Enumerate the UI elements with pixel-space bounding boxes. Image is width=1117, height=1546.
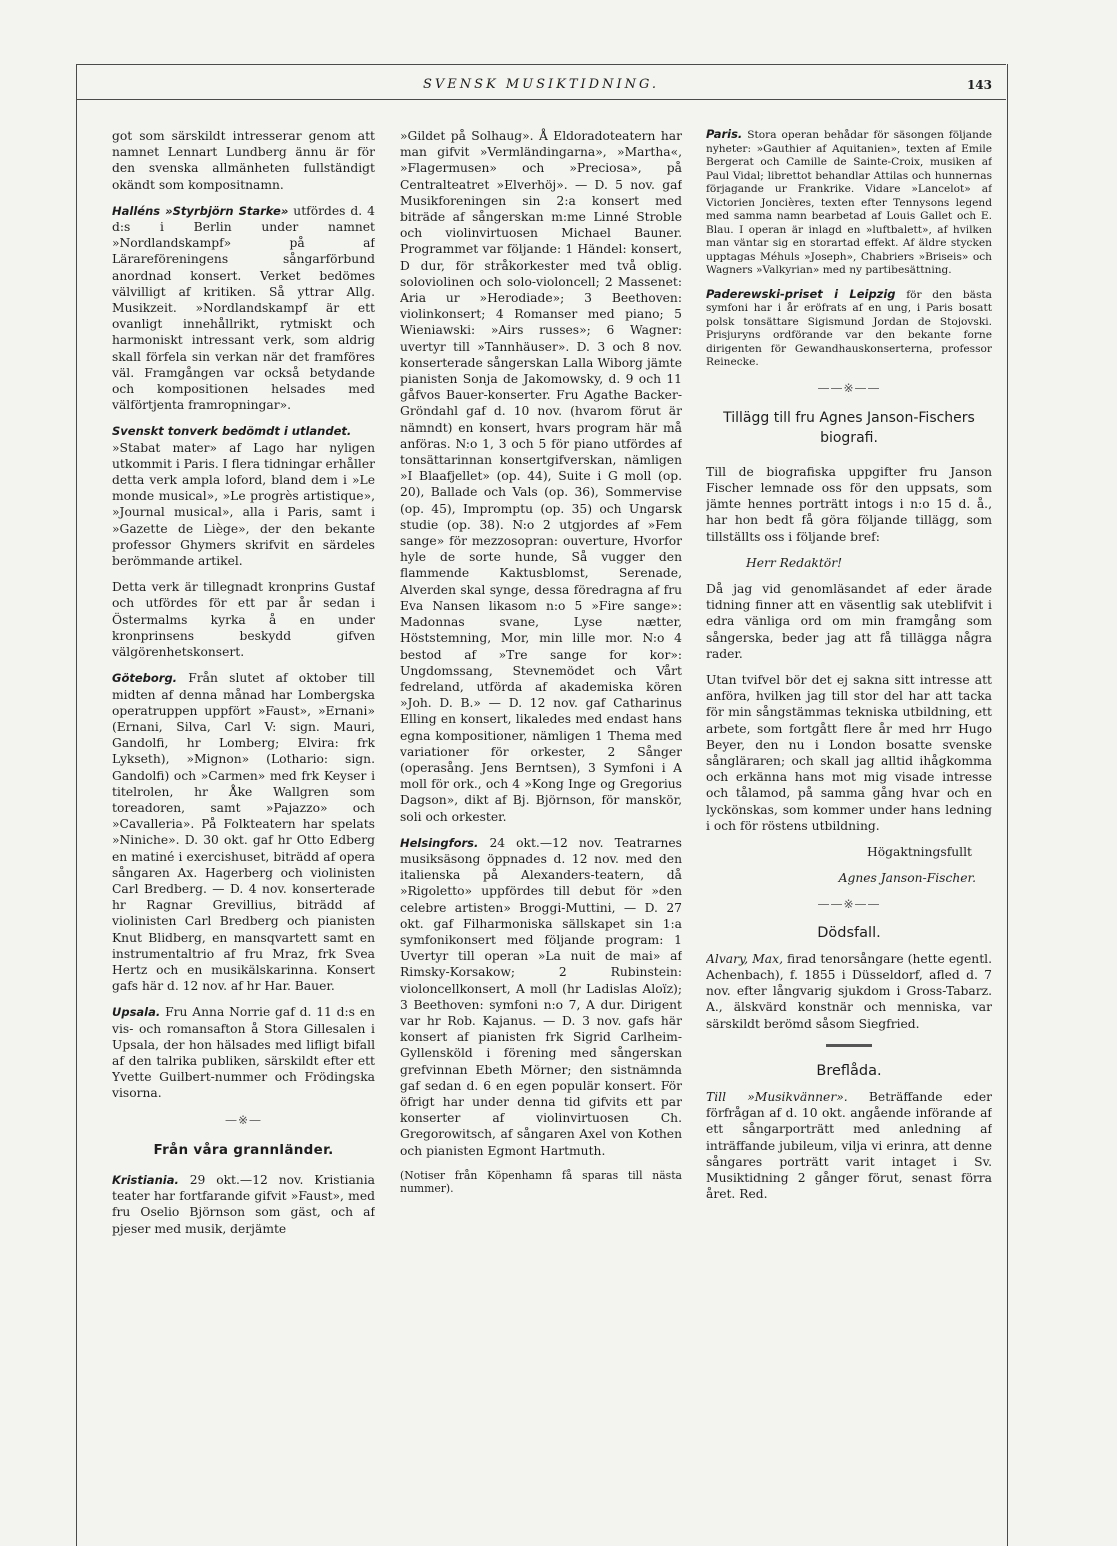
article-kristiania: [112, 1172, 375, 1237]
article-text: 29 okt.—12 nov. Kristiania teater har fortfarande gifvit »Faust», med fru Oselio Björnson som gäst, och af pjeser med musik, derjämte: [112, 1172, 375, 1236]
article-lead: Helsingfors.: [400, 835, 479, 850]
article-text: utfördes d. 4 d:s i Berlin under namnet »Nordlandskampf» på af Lärareföreningens sångarförbund anordnad konsert. Verket bedömes välvilligt af kritiken. Så yttrar Allg. Musikzeit. »Nordlandskampf är ett ovanligt innehållrikt, rytmiskt och harmoniskt intressant verk, som aldrig skall förfela sin verkan när det framföres väl. Framgången var också betydande och kompositionen helsades med välförtjenta framropningar».: [112, 203, 375, 413]
article-hallen: [112, 203, 375, 414]
article-paragraph: got som särskildt intresserar genom att namnet Lennart Lundberg ännu är för den svenska allmänheten fullständigt okändt som kompositnamn.: [112, 129, 375, 192]
editor-sign: Red.: [739, 1187, 768, 1202]
letter-signature: Agnes Janson-Fischer.: [838, 871, 976, 886]
rule-separator: [826, 1044, 872, 1047]
publication-title: SVENSK MUSIKTIDNING.: [422, 77, 660, 92]
article-lead: Kristiania.: [112, 1172, 179, 1187]
ornament-separator: ——※——: [817, 380, 881, 395]
column-left: [112, 128, 375, 1428]
page-header: [76, 64, 1006, 100]
article-text: 24 okt.—12 nov. Teatrarnes musiksäsong öppnades d. 12 nov. med den italienska på Alexanders-teatern, då »Rigoletto» uppfördes till debut för »den celebre artisten» Broggi-Muttini, — D. 27 okt. gaf Filharmoniska sällskapet sin 1:a symfonikonsert med följande program: 1 Uvertyr till operan »La nuit de mai» af Rimsky-Korsakow; 2 Rubinstein: violoncellkonsert, A moll (hr Ladislas Aloïz); 3 Beethoven: symfoni n:o 7, A dur. Dirigent var hr Rob. Kajanus. — D. 3 nov. gafs här konsert af pianisten frk Sigrid Carlheim-Gyllensköld i förening med sångerskan grefvinnan Ebeth Mörner; den sistnämnda gaf sedan d. 6 en egen populär konsert. För öfrigt har under denna tid gifvits ett par konserter af violinvirtuosen Ch. Gregorowitsch, af sångaren Axel von Kothen och pianisten Egmont Hartmuth.: [400, 835, 682, 1158]
article-text: Stora operan behådar för säsongen följande nyheter: »Gauthier af Aquitanien», texten af Emile Bergerat och Camille de Sainte-Croix, musiken af Paul Vidal; librettot behandlar Attilas och hunnernas förjagande ur Frankrike. Vidare »Lancelot» af Victorien Joncières, texten efter Tennysons legend med samma namn bearbetad af Louis Gallet och E. Blau. I operan är inlagd en »luftbalett», af hvilken man väntar sig en storartad effekt. Af äldre stycken upptagas Méhuls »Joseph», Chabriers »Briseis» och Wagners »Valkyrian» med ny partibesättning.: [706, 129, 992, 276]
article-text: »Stabat mater» af Lago har nyligen utkommit i Paris. I flera tidningar erhåller detta verk ampla loford, bland dem i »Le monde musical», »Le progrès artistique», »Journal musical», alla i Paris, samt i »Gazette de Liège», der den bekante professor Ghymers skrifvit en särdeles berömmande artikel.: [112, 440, 375, 569]
article-upsala: [112, 1004, 375, 1101]
article-text: Fru Anna Norrie gaf d. 11 d:s en vis- och romansafton å Stora Gillesalen i Upsala, der hon hälsades med lifligt bifall af den talrika publiken, särskildt efter ett Yvette Guilbert-nummer och Frödingska visorna.: [112, 1005, 375, 1101]
article-paragraph: »Gildet på Solhaug». Å Eldoradoteatern har man gifvit »Vermländingarna», »Martha«, »Flagermusen» och »Preciosa», på Centralteatret »Elverhöj». — D. 5 nov. gaf Musikforeningen sin 2:a konsert med biträde af sångerskan m:me Linné Stroble och violinvirtuosen Michael Bauner. Programmet var följande: 1 Händel: konsert, D dur, för stråkorkester med två oblig. soloviolinen och solo-violoncell; 2 Massenet: Aria ur »Herodiade»; 3 Beethoven: violinkonsert; 4 Romanser med piano; 5 Wieniawski: »Airs russes»; 6 Wagner: uvertyr till »Tannhäuser». D. 3 och 8 nov. konserterade sångerskan Lalla Wiborg jämte pianisten Sonja de Jakomowsky, d. 9 och 11 gåfvos Bauer-konserter. Fru Agathe Backer-Gröndahl gaf d. 10 nov. (hvarom förut är nämndt) en konsert, hvars program här må anföras. N:o 1, 3 och 5 för piano utfördes af tonsättarinnan konsertgifverskan, nämligen »I Blaafjellet» (op. 44), Suite i G moll (op. 20), Ballade och Vals (op. 36), Sommervise (op. 45), Impromptu (op. 35) och Ungarsk studie (op. 38). N:o 2 utgjordes af »Fem sange» för mezzosopran: ouverture, Hvorfor hyle de sorte hunde, Så vugger den flammende Kaktusblomst, Serenade, Alverden skal synge, dessa föredragna af fru Eva Nansen likasom n:o 5 »Fire sange»: Madonnas svane, Lyse nætter, Höststemning, Mor, min lille mor. N:o 4 bestod af »Tre sange for kor»: Ungdomssang, Stevnemödet och Vårt fedreland, utförda af akademiska kören »Joh. D. B.» — D. 12 nov. gaf Catharinus Elling en konsert, likaledes med endast hans egna kompositioner, nämligen 1 Thema med variationer för orkester, 2 Sånger (operasång. Jens Berntsen), 3 Symfoni i A moll för ork., och 4 »Kong Inge og Gregorius Dagson», dikt af Bj. Björnson, för manskör, soli och orkester.: [400, 129, 682, 824]
article-lead: Upsala.: [112, 1005, 161, 1020]
section-heading: Dödsfall.: [817, 924, 881, 941]
ornament-separator: —※—: [224, 1112, 263, 1127]
letter-paragraph: Utan tvifvel bör det ej sakna sitt intresse att anföra, hvilken jag till stor del har att tacka för min sångstämmas tekniska utbildning, ett arbete, som fortgått flere år med hrr Hugo Beyer, den nu i London bosatte svenske sångläraren; och skall jag alltid ihågkomma och erkänna hans mot mig visade intresse och tålamod, på samma gång hvar och en lyckönskas, som kommer under hans ledning i och för röstens utbildning.: [706, 672, 992, 833]
article-lead: Paderewski-priset i Leipzig: [706, 286, 896, 301]
article-paragraph: Till de biografiska uppgifter fru Janson Fischer lemnade oss för den uppsats, som jämte hennes porträtt intogs i n:o 15 d. å., har hon bedt få göra följande tillägg, som tillställts oss i följande bref:: [706, 464, 992, 544]
article-helsingfors: [400, 835, 682, 1159]
article-lead: Till »Musikvänner».: [706, 1090, 848, 1104]
article-svenskt-tonverk: [112, 423, 375, 569]
article-text: firad tenorsångare (hette egentl. Achenbach), f. 1855 i Düsseldorf, afled d. 7 nov. efter långvarig sjukdom i Gross-Tabarz. A., älskvärd konstnär och menniska, var särskildt berömd såsom Siegfried.: [706, 951, 992, 1031]
editorial-note: (Notiser från Köpenhamn få sparas till nästa nummer).: [400, 1168, 682, 1195]
section-heading: Från våra grannländer.: [153, 1141, 334, 1158]
article-lead: Halléns »Styrbjörn Starke»: [112, 203, 289, 218]
article-paderewski: [706, 288, 992, 370]
article-obituary: [706, 951, 992, 1032]
article-lead: Paris.: [706, 128, 743, 141]
page-number: 143: [966, 78, 992, 92]
column-middle: [400, 128, 682, 1438]
article-paris: [706, 128, 992, 278]
article-text: Från slutet af oktober till midten af denna månad har Lombergska operatruppen uppfört »Faust», »Ernani» (Ernani, Silva, Carl V: sign. Mauri, Gandolfi, hr Lomberg; Elvira: frk Lykseth), »Mignon» (Lothario: sign. Gandolfi) och »Carmen» med frk Keyser i titelrolen, hr Åke Wallgren som toreadoren, samt »Pajazzo» och »Cavalleria». På Folkteatern har spelats »Niniche». D. 30 okt. gaf hr Otto Edberg en matiné i exercishuset, biträdd af opera sångaren Ax. Hagerberg och violinisten Carl Bredberg. — D. 4 nov. konserterade hr Ragnar Grevillius, biträdd af violinisten Carl Bredberg och pianisten Knut Blidberg, en mansqvartett samt en instrumentaltrio af fru Mraz, frk Svea Hertz och en musikälskarinna. Konsert gafs här d. 12 nov. af hr Har. Bauer.: [112, 671, 375, 994]
article-lead: Alvary, Max,: [706, 951, 783, 966]
article-lead: Svenskt tonverk bedömdt i utlandet.: [112, 424, 352, 439]
letter-paragraph: Då jag vid genomläsandet af eder ärade tidning finner att en väsentlig sak uteblifvit i edra vänliga ord om min framgång som sångerska, beder jag att få tillägga några rader.: [706, 581, 992, 661]
section-heading: Breflåda.: [816, 1062, 882, 1079]
column-right: [706, 128, 992, 1398]
article-text: för den bästa symfoni har i år eröfrats af en ung, i Paris bosatt polsk tonsättare Sigismund Jordan de Stojovski. Prisjuryns ordförande var den bekante forne dirigenten för Gewandhauskonserterna, professor Reinecke.: [706, 288, 992, 368]
ornament-separator: ——※——: [817, 897, 881, 912]
article-text: Beträffande eder förfrågan af d. 10 okt. angående införande af ett sångarporträtt med anledning af inträffande jubileum, vilja vi erinra, att denne sångares porträtt varit intaget i Sv. Musiktidning 2 gånger förut, senast förra året.: [706, 1090, 992, 1202]
article-goteborg: [112, 670, 375, 994]
article-lead: Göteborg.: [112, 671, 178, 686]
letter-greeting: Herr Redaktör!: [746, 555, 843, 570]
letter-closing: Högaktningsfullt: [867, 844, 972, 859]
section-heading: Tillägg till fru Agnes Janson-Fischers biografi.: [723, 409, 975, 446]
article-mailbox: [706, 1089, 992, 1202]
article-paragraph: Detta verk är tillegnadt kronprins Gustaf och utfördes för ett par år sedan i Östermalms kyrka å en under kronprinsens beskydd gifven välgörenhetskonsert.: [112, 580, 375, 660]
